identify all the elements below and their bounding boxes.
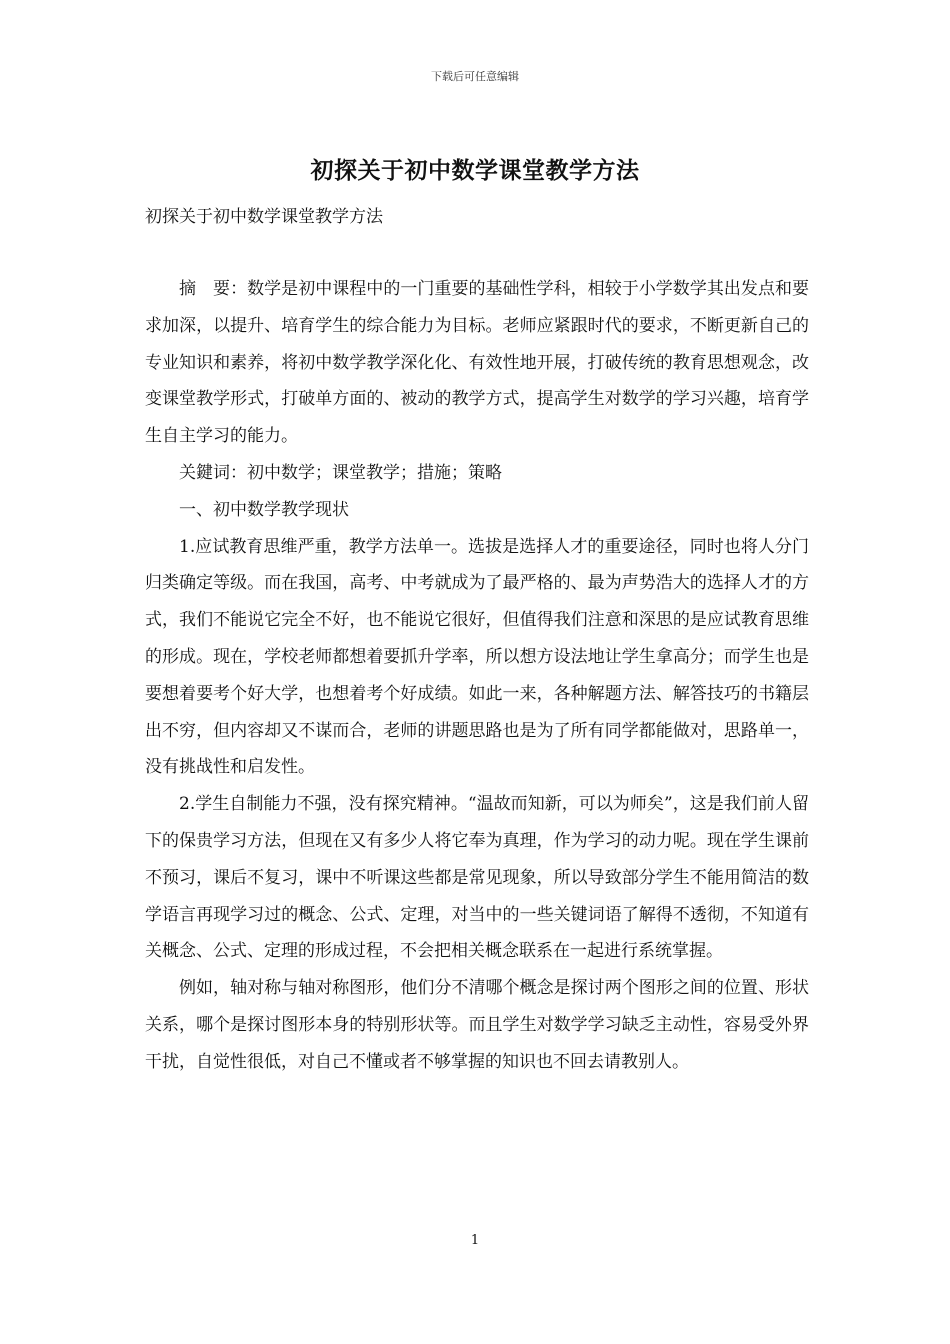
section-heading: 一、初中数学教学现状: [179, 499, 349, 520]
header-note: 下载后可任意编辑: [431, 70, 519, 83]
abstract-paragraph: 摘 要：数学是初中课程中的一门重要的基础性学科，相较于小学数学其出发点和要求加深，以提升、培育学生的综合能力为目标。老师应紧跟时代的要求，不断更新自己的专业知识和素养，将初中数学教学深化化、有效性地开展，打破传统的教育思想观念，改变课堂教学形式，打破单方面的、被动的教学方式，提高学生对数学的学习兴趣，培育学生自主学习的能力。: [145, 279, 809, 447]
document-title: 初探关于初中数学课堂教学方法: [310, 157, 640, 184]
keywords-paragraph: 关鍵词：初中数学；课堂教学；措施；策略: [179, 462, 502, 483]
document-subtitle: 初探关于初中数学课堂教学方法: [145, 207, 383, 227]
document-body: [145, 271, 809, 1081]
body-paragraph: 1.应试教育思维严重，教学方法单一。选拔是选择人才的重要途径，同时也将人分门归类确定等级。而在我国，高考、中考就成为了最严格的、最为声势浩大的选择人才的方式，我们不能说它完全不好，也不能说它很好，但值得我们注意和深思的是应试教育思维的形成。现在，学校老师都想着要抓升学率，所以想方设法地让学生拿高分；而学生也是要想着要考个好大学，也想着考个好成绩。如此一来，各种解题方法、解答技巧的书籍层出不穷，但内容却又不谋而合，老师的讲题思路也是为了所有同学都能做对，思路单一，没有挑战性和启发性。: [145, 536, 809, 778]
body-paragraph: 2.学生自制能力不强，没有探究精神。“温故而知新，可以为师矣”，这是我们前人留下的保贵学习方法，但现在又有多少人将它奉为真理，作为学习的动力呢。现在学生课前不预习，课后不复习，课中不听课这些都是常见现象，所以导致部分学生不能用简洁的数学语言再现学习过的概念、公式、定理，对当中的一些关键词语了解得不透彻，不知道有关概念、公式、定理的形成过程，不会把相关概念联系在一起进行系统掌握。: [145, 794, 809, 962]
body-paragraph: 例如，轴对称与轴对称图形，他们分不清哪个概念是探讨两个图形之间的位置、形状关系，哪个是探讨图形本身的特别形状等。而且学生对数学学习缺乏主动性，容易受外界干扰，自觉性很低，对自己不懂或者不够掌握的知识也不回去请教别人。: [145, 978, 809, 1072]
page-number: 1: [470, 1233, 480, 1248]
